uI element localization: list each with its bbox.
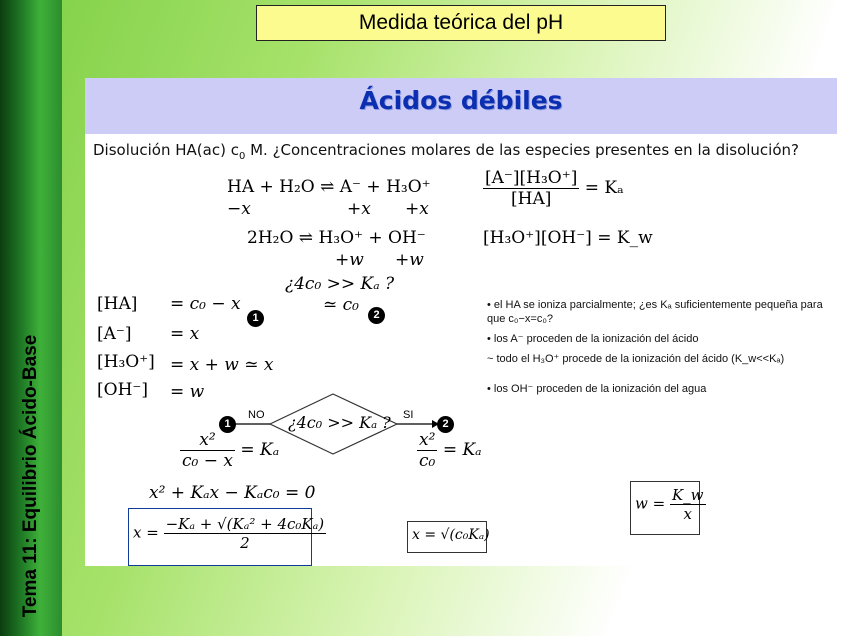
w-denominator: x xyxy=(683,505,692,523)
solution-denominator: 2 xyxy=(240,534,250,552)
note-4: • los OH⁻ proceden de la ionización del agua xyxy=(487,383,707,395)
intro-post: M. ¿Concentraciones molares de las especies presentes en la disolución? xyxy=(245,141,799,159)
solution-expression xyxy=(133,515,326,552)
right-rhs: = Kₐ xyxy=(442,440,482,460)
conc-ha-label: [HA] xyxy=(97,294,138,314)
slide-title: Medida teórica del pH xyxy=(256,5,666,41)
conc-oh-value: = w xyxy=(170,382,205,402)
change-h3o: +x xyxy=(405,199,429,219)
left-rhs: = Kₐ xyxy=(240,440,280,460)
ka-denominator: [HA] xyxy=(510,189,552,209)
w-expression xyxy=(635,486,706,523)
w-lhs: w = xyxy=(635,494,666,513)
w-numerator: K_w xyxy=(671,486,704,504)
change-w2: +w xyxy=(395,250,424,270)
marker-2-bottom: 2 xyxy=(437,416,454,433)
marker-1-top: 1 xyxy=(247,310,264,327)
conc-ha-value: = c₀ − x xyxy=(170,294,241,314)
content-panel xyxy=(85,78,837,566)
ka-rhs: = Kₐ xyxy=(584,178,624,198)
decision-question: ¿4c₀ >> Kₐ ? xyxy=(288,413,391,432)
conc-a-label: [A⁻] xyxy=(97,324,132,344)
approx-solution-box xyxy=(407,521,490,553)
right-numerator: x² xyxy=(419,430,436,450)
right-equation xyxy=(417,430,482,471)
conc-h3o-label: [H₃O⁺] xyxy=(97,352,155,372)
right-denominator: c₀ xyxy=(419,451,436,471)
sidebar-label: Tema 11: Equilibrio Ácido-Base xyxy=(20,334,41,618)
note-3: ~ todo el H₃O⁺ procede de la ionización del ácido (K_w<<Kₐ) xyxy=(487,353,785,365)
conc-a-value: = x xyxy=(170,324,200,344)
change-ha: −x xyxy=(227,199,251,219)
left-denominator: c₀ − x xyxy=(182,451,233,471)
approx-solution: x = √(c₀Kₐ) xyxy=(412,527,490,543)
quadratic-equation: x² + Kₐx − Kₐc₀ = 0 xyxy=(149,483,316,503)
approx-question: ¿4c₀ >> Kₐ ? xyxy=(285,274,395,294)
ka-numerator: [A⁻][H₃O⁺] xyxy=(485,168,578,188)
note-1: • el HA se ioniza parcialmente; ¿es Kₐ suficientemente pequeña para que c₀−x=c₀? xyxy=(487,299,823,325)
change-w1: +w xyxy=(335,250,364,270)
left-numerator: x² xyxy=(180,430,235,451)
left-equation xyxy=(180,430,279,471)
change-a: +x xyxy=(347,199,371,219)
marker-2-top: 2 xyxy=(368,307,385,324)
solution-numerator: −Kₐ + √(Kₐ² + 4c₀Kₐ) xyxy=(165,515,325,533)
si-label: SI xyxy=(403,409,414,421)
conc-h3o-value: = x + w ≃ x xyxy=(170,355,274,375)
section-heading: Ácidos débiles xyxy=(85,78,837,134)
conc-oh-label: [OH⁻] xyxy=(97,380,148,400)
solution-box xyxy=(128,508,325,566)
intro-sub: 0 xyxy=(238,151,246,162)
reaction-1: HA + H₂O ⇌ A⁻ + H₃O⁺ xyxy=(227,177,431,197)
reaction-2: 2H₂O ⇌ H₃O⁺ + OH⁻ xyxy=(247,228,426,248)
w-box xyxy=(630,481,704,535)
solution-lhs: x = xyxy=(133,523,159,542)
approx-c0: ≃ c₀ xyxy=(323,295,359,315)
marker-1-bottom: 1 xyxy=(219,416,236,433)
sidebar xyxy=(0,0,62,636)
kw-expression: [H₃O⁺][OH⁻] = K_w xyxy=(483,228,653,248)
note-2: • los A⁻ proceden de la ionización del ácido xyxy=(487,333,699,345)
intro-pre: Disolución HA(ac) c xyxy=(93,141,239,159)
no-label: NO xyxy=(248,409,265,421)
